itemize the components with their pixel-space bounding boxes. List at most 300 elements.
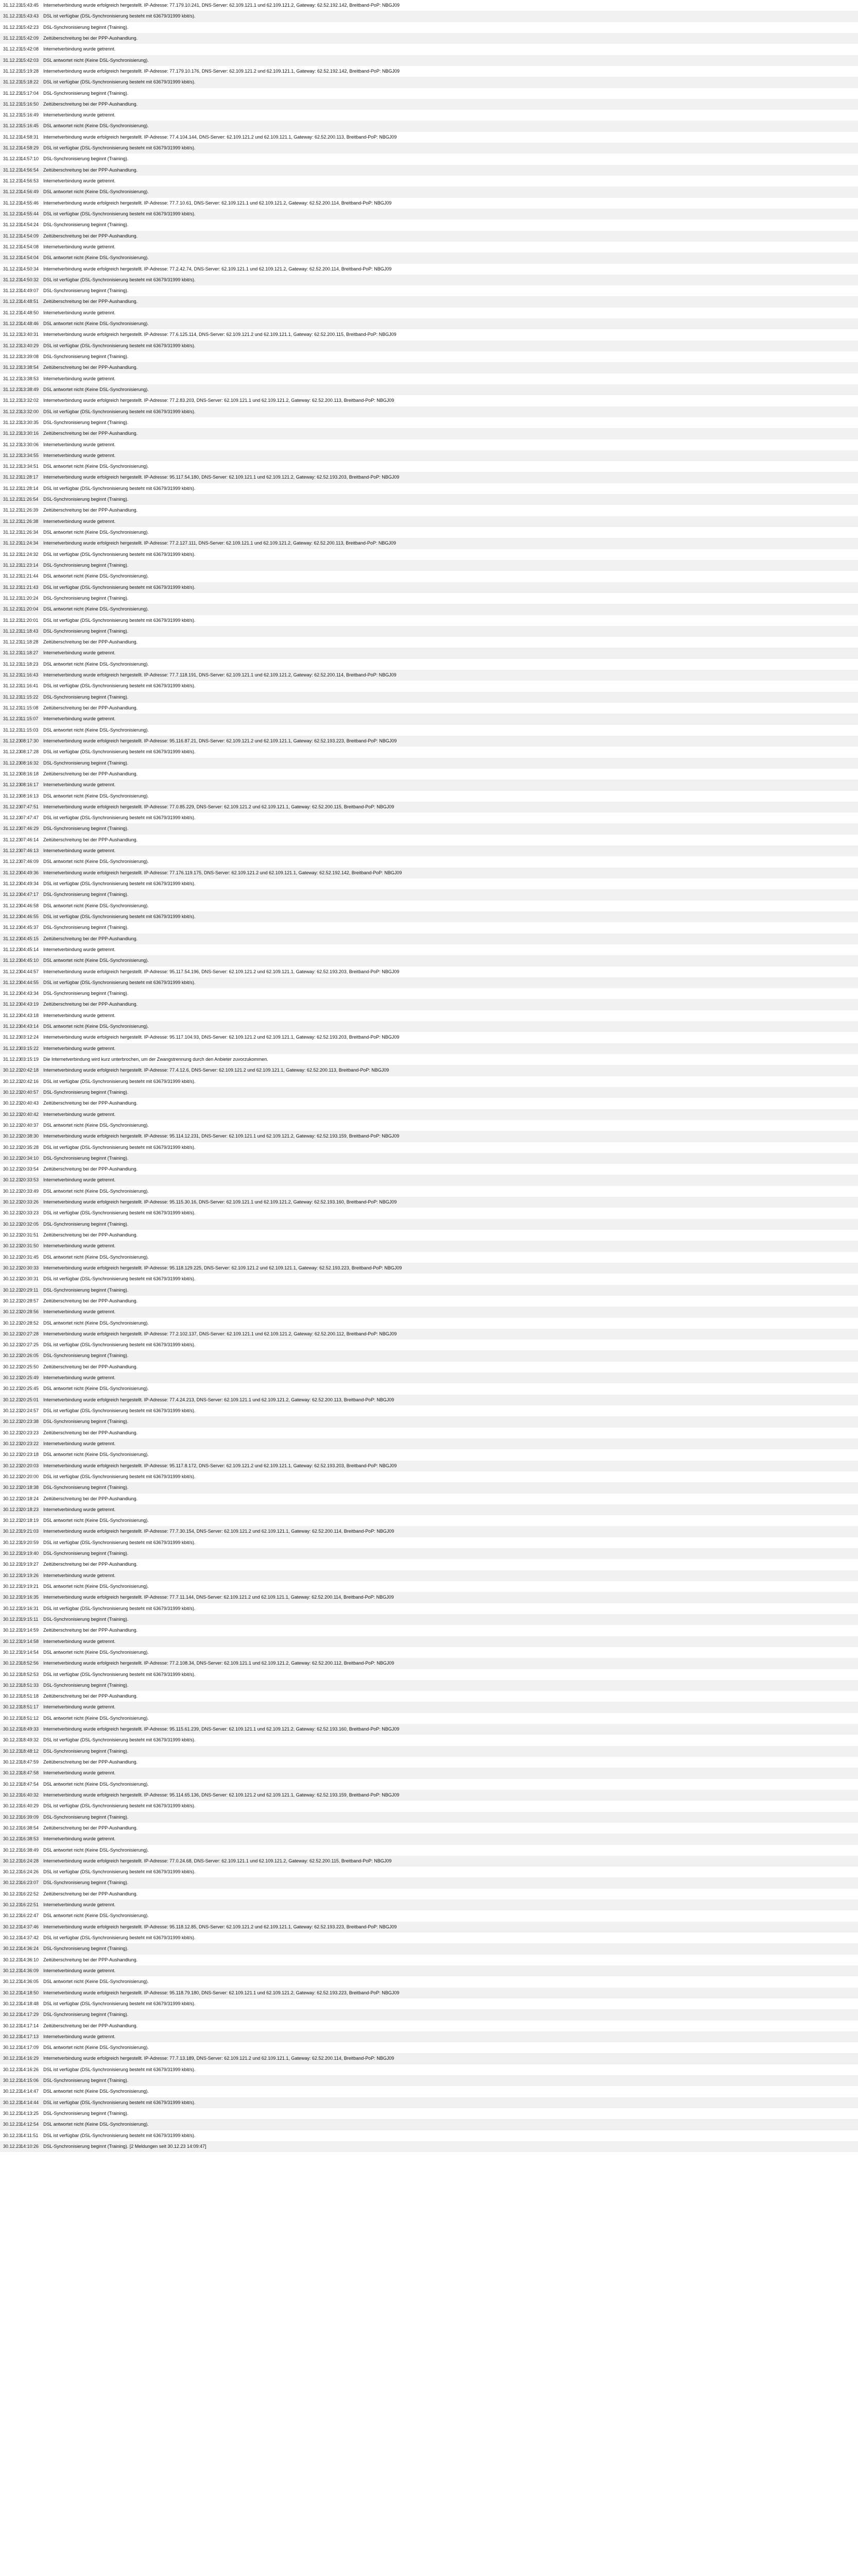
log-message: Internetverbindung wurde erfolgreich hergestellt. IP-Adresse: 77.2.127.111, DNS-Server: 62.109.121.1 und 62.109.121.2, Gateway: 62.52.200.113, Breitband-PoP: NBGJ09 [43,540,396,546]
log-date: 30.12.23 [3,1616,22,1622]
log-date: 30.12.23 [3,2143,22,2149]
log-date: 31.12.23 [3,530,22,535]
log-time: 11:15:03 [21,727,39,733]
log-date: 31.12.23 [3,815,22,821]
log-message: DSL ist verfügbar (DSL-Synchronisierung besteht mit 63679/31999 kbit/s). [43,485,196,491]
log-message: DSL ist verfügbar (DSL-Synchronisierung besteht mit 63679/31999 kbit/s). [43,617,196,623]
log-time: 13:38:49 [21,386,39,392]
log-row [0,1943,858,1954]
log-message: DSL-Synchronisierung beginnt (Training). [43,892,129,897]
log-row [0,944,858,955]
log-row [0,1702,858,1713]
log-message: DSL ist verfügbar (DSL-Synchronisierung besteht mit 63679/31999 kbit/s). [43,1671,196,1677]
log-message: DSL ist verfügbar (DSL-Synchronisierung besteht mit 63679/31999 kbit/s). [43,1605,196,1611]
log-time: 19:14:58 [21,1638,39,1644]
log-date: 30.12.23 [3,1232,22,1238]
log-time: 19:21:03 [21,1529,39,1534]
log-time: 08:16:17 [21,782,39,788]
log-row [0,1735,858,1745]
log-message: DSL antwortet nicht (Keine DSL-Synchronisierung). [43,1386,149,1392]
log-message: DSL antwortet nicht (Keine DSL-Synchronisierung). [43,386,149,392]
log-time: 20:33:49 [21,1188,39,1194]
log-time: 20:20:03 [21,1463,39,1468]
log-row [0,967,858,977]
log-date: 30.12.23 [3,1628,22,1633]
log-message: DSL-Synchronisierung beginnt (Training). [43,760,129,766]
log-time: 19:14:54 [21,1649,39,1655]
log-date: 31.12.23 [3,584,22,590]
log-time: 20:18:38 [21,1485,39,1490]
log-message: DSL ist verfügbar (DSL-Synchronisierung besteht mit 63679/31999 kbit/s). [43,277,196,282]
log-date: 31.12.23 [3,178,22,183]
log-message: Internetverbindung wurde getrennt. [43,1177,116,1183]
log-message: DSL antwortet nicht (Keine DSL-Synchronisierung). [43,903,149,908]
log-time: 19:16:35 [21,1595,39,1600]
log-time: 20:29:11 [21,1287,39,1293]
log-row [0,1998,858,2009]
log-date: 31.12.23 [3,365,22,370]
log-date: 31.12.23 [3,255,22,261]
log-time: 20:27:28 [21,1331,39,1336]
log-time: 04:43:19 [21,1002,39,1007]
log-date: 31.12.23 [3,562,22,568]
log-time: 13:30:06 [21,442,39,447]
log-date: 31.12.23 [3,310,22,315]
log-row [0,395,858,406]
log-time: 14:54:08 [21,244,39,249]
log-time: 13:32:00 [21,409,39,414]
log-date: 31.12.23 [3,540,22,546]
log-time: 16:40:32 [21,1792,39,1798]
log-time: 15:17:04 [21,90,39,96]
log-time: 19:19:21 [21,1584,39,1589]
log-date: 30.12.23 [3,1254,22,1260]
log-row [0,1296,858,1307]
log-message: Internetverbindung wurde getrennt. [43,1045,116,1051]
log-row [0,835,858,845]
log-message: Internetverbindung wurde getrennt. [43,1111,116,1117]
log-message: Internetverbindung wurde erfolgreich hergestellt. IP-Adresse: 77.6.125.114, DNS-Server: 62.109.121.2 und 62.109.121.1, Gateway: 62.52.200.115, Breitband-PoP: NBGJ09 [43,332,397,337]
log-time: 11:18:27 [21,650,39,656]
log-message: Zeitüberschreitung bei der PPP-Aushandlung. [43,431,138,436]
log-row [0,999,858,1010]
log-row [0,769,858,779]
log-row [0,296,858,307]
log-row [0,439,858,450]
log-row [0,1032,858,1043]
log-date: 31.12.23 [3,497,22,502]
log-time: 15:16:50 [21,101,39,107]
log-row [0,1976,858,1987]
log-message: DSL-Synchronisierung beginnt (Training). [43,562,129,568]
log-time: 11:26:54 [21,497,39,502]
log-time: 15:43:43 [21,13,39,19]
log-row [0,1559,858,1570]
log-message: Zeitüberschreitung bei der PPP-Aushandlung. [43,1364,138,1369]
log-time: 14:57:10 [21,156,39,162]
log-time: 20:25:01 [21,1397,39,1402]
log-message: Internetverbindung wurde getrennt. [43,310,116,315]
log-date: 31.12.23 [3,650,22,656]
log-row [0,1318,858,1329]
log-date: 31.12.23 [3,551,22,557]
log-row [0,1570,858,1581]
log-message: Internetverbindung wurde erfolgreich hergestellt. IP-Adresse: 95.118.79.180, DNS-Server: 62.109.121.1 und 62.109.121.2, Gateway: 62.52.193.223, Breitband-PoP: NBGJ09 [43,1990,400,1995]
log-time: 20:24:57 [21,1408,39,1413]
log-time: 19:19:40 [21,1551,39,1556]
log-message: Zeitüberschreitung bei der PPP-Aushandlung. [43,1496,138,1501]
log-row [0,1109,858,1120]
log-row [0,1537,858,1548]
log-date: 31.12.23 [3,925,22,930]
log-time: 20:42:18 [21,1067,39,1073]
log-time: 19:15:11 [21,1616,39,1622]
log-time: 07:46:29 [21,826,39,832]
log-date: 30.12.23 [3,1506,22,1512]
log-message: Internetverbindung wurde erfolgreich hergestellt. IP-Adresse: 77.176.119.175, DNS-Server: 62.109.121.2 und 62.109.121.1, Gateway: 62.52.192.142, Breitband-PoP: NBGJ09 [43,870,402,875]
log-date: 30.12.23 [3,2012,22,2018]
log-time: 14:56:54 [21,167,39,173]
log-message: DSL antwortet nicht (Keine DSL-Synchronisierung). [43,57,149,63]
log-row [0,560,858,571]
log-date: 31.12.23 [3,112,22,118]
log-date: 30.12.23 [3,1309,22,1315]
log-message: Internetverbindung wurde erfolgreich hergestellt. IP-Adresse: 77.2.83.203, DNS-Server: 62.109.121.1 und 62.109.121.2, Gateway: 62.52.200.113, Breitband-PoP: NBGJ09 [43,398,394,403]
log-date: 31.12.23 [3,452,22,458]
log-date: 31.12.23 [3,969,22,974]
log-date: 30.12.23 [3,1078,22,1084]
log-time: 20:28:57 [21,1298,39,1303]
log-message: Internetverbindung wurde getrennt. [43,1770,116,1776]
log-message: DSL ist verfügbar (DSL-Synchronisierung besteht mit 63679/31999 kbit/s). [43,1539,196,1545]
log-row [0,1922,858,1933]
log-message: DSL ist verfügbar (DSL-Synchronisierung besteht mit 63679/31999 kbit/s). [43,79,196,85]
log-date: 30.12.23 [3,1737,22,1743]
log-message: Zeitüberschreitung bei der PPP-Aushandlung. [43,936,138,941]
log-message: DSL-Synchronisierung beginnt (Training). [43,2012,129,2018]
log-time: 13:40:31 [21,332,39,337]
log-time: 14:12:54 [21,2122,39,2127]
log-message: Zeitüberschreitung bei der PPP-Aushandlung. [43,1002,138,1007]
log-date: 30.12.23 [3,1858,22,1863]
log-date: 31.12.23 [3,156,22,162]
log-row [0,1581,858,1592]
log-row [0,11,858,22]
log-time: 18:51:17 [21,1704,39,1710]
log-date: 30.12.23 [3,2045,22,2050]
log-time: 20:28:52 [21,1320,39,1326]
log-message: Internetverbindung wurde getrennt. [43,376,116,381]
log-message: Internetverbindung wurde getrennt. [43,1836,116,1842]
log-time: 15:42:23 [21,24,39,30]
log-row [0,1175,858,1185]
log-time: 13:34:55 [21,452,39,458]
log-row [0,472,858,483]
log-date: 31.12.23 [3,639,22,645]
log-row [0,329,858,340]
log-date: 31.12.23 [3,167,22,173]
log-row [0,1614,858,1625]
log-message: DSL antwortet nicht (Keine DSL-Synchronisierung). [43,606,149,612]
log-date: 30.12.23 [3,1902,22,1908]
log-date: 30.12.23 [3,1529,22,1534]
log-row [0,791,858,802]
log-message: Zeitüberschreitung bei der PPP-Aushandlung. [43,233,138,239]
log-time: 11:26:38 [21,518,39,524]
log-message: DSL ist verfügbar (DSL-Synchronisierung besteht mit 63679/31999 kbit/s). [43,913,196,919]
log-time: 14:50:34 [21,266,39,272]
log-row [0,1768,858,1778]
log-message: Internetverbindung wurde getrennt. [43,946,116,952]
log-message: Internetverbindung wurde erfolgreich hergestellt. IP-Adresse: 77.0.24.68, DNS-Server: 62.109.121.1 und 62.109.121.2, Gateway: 62.52.200.115, Breitband-PoP: NBGJ09 [43,1858,392,1863]
log-time: 14:11:51 [21,2132,39,2138]
log-message: DSL antwortet nicht (Keine DSL-Synchronisierung). [43,2089,149,2094]
log-date: 31.12.23 [3,826,22,832]
log-time: 16:22:47 [21,1913,39,1919]
log-message: DSL antwortet nicht (Keine DSL-Synchronisierung). [43,1452,149,1458]
log-date: 30.12.23 [3,1067,22,1073]
log-row [0,1933,858,1943]
log-time: 16:24:26 [21,1869,39,1875]
log-message: Zeitüberschreitung bei der PPP-Aushandlung. [43,1298,138,1303]
log-date: 30.12.23 [3,1496,22,1501]
log-row [0,209,858,219]
log-date: 30.12.23 [3,2089,22,2094]
log-message: Zeitüberschreitung bei der PPP-Aushandlung. [43,1693,138,1699]
log-date: 30.12.23 [3,1452,22,1458]
log-row [0,505,858,516]
log-date: 30.12.23 [3,1748,22,1754]
log-date: 31.12.23 [3,68,22,74]
log-time: 07:46:09 [21,859,39,865]
log-message: Internetverbindung wurde getrennt. [43,112,116,118]
log-date: 31.12.23 [3,1002,22,1007]
log-date: 30.12.23 [3,1089,22,1095]
log-date: 31.12.23 [3,683,22,689]
log-time: 16:22:51 [21,1902,39,1908]
log-time: 19:20:59 [21,1539,39,1545]
log-time: 20:28:56 [21,1309,39,1315]
log-time: 14:17:09 [21,2045,39,2050]
log-date: 30.12.23 [3,1485,22,1490]
log-message: DSL-Synchronisierung beginnt (Training). [43,694,129,700]
log-date: 30.12.23 [3,1825,22,1831]
log-date: 31.12.23 [3,705,22,710]
log-time: 20:25:50 [21,1364,39,1369]
log-time: 08:16:13 [21,793,39,799]
log-date: 31.12.23 [3,419,22,425]
log-message: DSL ist verfügbar (DSL-Synchronisierung besteht mit 63679/31999 kbit/s). [43,749,196,755]
log-time: 15:42:03 [21,57,39,63]
log-time: 14:17:14 [21,2023,39,2028]
log-time: 04:45:37 [21,925,39,930]
log-time: 16:22:52 [21,1891,39,1896]
log-message: DSL antwortet nicht (Keine DSL-Synchronisierung). [43,464,149,469]
log-row [0,604,858,615]
log-message: Internetverbindung wurde erfolgreich hergestellt. IP-Adresse: 95.115.30.16, DNS-Server: 62.109.121.1 und 62.109.121.2, Gateway: 62.52.193.160, Breitband-PoP: NBGJ09 [43,1199,397,1205]
log-message: DSL antwortet nicht (Keine DSL-Synchronisierung). [43,189,149,195]
log-row [0,1812,858,1823]
log-time: 20:32:05 [21,1221,39,1227]
log-row [0,615,858,626]
log-row [0,1548,858,1559]
log-message: Internetverbindung wurde erfolgreich hergestellt. IP-Adresse: 95.117.104.93, DNS-Server: 62.109.121.2 und 62.109.121.1, Gateway: 62.52.193.203, Breitband-PoP: NBGJ09 [43,1035,400,1040]
log-message: DSL ist verfügbar (DSL-Synchronisierung besteht mit 63679/31999 kbit/s). [43,1078,196,1084]
log-row [0,516,858,527]
log-date: 30.12.23 [3,1100,22,1106]
log-date: 31.12.23 [3,3,22,8]
log-row [0,2097,858,2108]
log-row [0,2009,858,2020]
log-message: Internetverbindung wurde getrennt. [43,1440,116,1446]
log-message: DSL antwortet nicht (Keine DSL-Synchronisierung). [43,123,149,129]
log-time: 20:33:53 [21,1177,39,1183]
log-time: 04:45:10 [21,958,39,963]
log-row [0,110,858,121]
log-date: 31.12.23 [3,343,22,348]
log-message: DSL antwortet nicht (Keine DSL-Synchronisierung). [43,2045,149,2050]
log-time: 04:45:15 [21,936,39,941]
log-date: 31.12.23 [3,244,22,249]
log-time: 14:18:50 [21,1990,39,1995]
log-message: Internetverbindung wurde erfolgreich hergestellt. IP-Adresse: 95.117.54.196, DNS-Server: 62.109.121.2 und 62.109.121.1, Gateway: 62.52.193.203, Breitband-PoP: NBGJ09 [43,969,400,974]
log-row [0,637,858,648]
log-date: 31.12.23 [3,485,22,491]
log-date: 31.12.23 [3,661,22,667]
log-row [0,901,858,911]
log-time: 15:16:49 [21,112,39,118]
log-row [0,99,858,110]
log-time: 14:50:32 [21,277,39,282]
log-date: 30.12.23 [3,1440,22,1446]
log-message: DSL-Synchronisierung beginnt (Training). [43,1221,129,1227]
log-date: 30.12.23 [3,1188,22,1194]
log-row [0,703,858,714]
log-date: 30.12.23 [3,1726,22,1732]
log-row [0,1362,858,1372]
log-message: DSL antwortet nicht (Keine DSL-Synchronisierung). [43,958,149,963]
log-date: 30.12.23 [3,1979,22,1985]
log-row [0,1592,858,1603]
log-message: DSL antwortet nicht (Keine DSL-Synchronisierung). [43,859,149,865]
log-time: 14:36:09 [21,1968,39,1973]
log-row [0,1329,858,1340]
log-time: 14:36:10 [21,1957,39,1962]
log-date: 30.12.23 [3,1419,22,1425]
log-row [0,308,858,318]
log-date: 31.12.23 [3,870,22,875]
log-row [0,2021,858,2031]
log-row [0,187,858,197]
log-date: 31.12.23 [3,474,22,480]
log-date: 31.12.23 [3,903,22,908]
log-message: DSL antwortet nicht (Keine DSL-Synchronisierung). [43,1024,149,1029]
log-message: DSL ist verfügbar (DSL-Synchronisierung besteht mit 63679/31999 kbit/s). [43,145,196,151]
log-date: 30.12.23 [3,2099,22,2105]
log-row [0,1164,858,1175]
log-time: 15:42:09 [21,35,39,41]
log-date: 31.12.23 [3,1035,22,1040]
log-message: Zeitüberschreitung bei der PPP-Aushandlung. [43,167,138,173]
log-row [0,2064,858,2075]
log-date: 30.12.23 [3,1375,22,1381]
log-row [0,571,858,582]
log-row [0,0,858,11]
log-date: 30.12.23 [3,2122,22,2127]
log-time: 04:46:58 [21,903,39,908]
log-row [0,714,858,724]
log-row [0,121,858,131]
log-time: 04:49:34 [21,881,39,886]
log-date: 31.12.23 [3,332,22,337]
log-date: 31.12.23 [3,518,22,524]
log-message: DSL antwortet nicht (Keine DSL-Synchronisierung). [43,727,149,733]
log-time: 11:24:34 [21,540,39,546]
log-time: 11:26:34 [21,530,39,535]
log-date: 31.12.23 [3,398,22,403]
log-row [0,1395,858,1405]
log-date: 31.12.23 [3,771,22,776]
log-time: 11:23:14 [21,562,39,568]
log-time: 04:44:55 [21,979,39,985]
log-message: Internetverbindung wurde erfolgreich hergestellt. IP-Adresse: 77.4.12.6, DNS-Server: 62.109.121.2 und 62.109.121.1, Gateway: 62.52.200.113, Breitband-PoP: NBGJ09 [43,1067,389,1073]
log-time: 20:23:22 [21,1440,39,1446]
log-time: 16:40:29 [21,1803,39,1809]
log-date: 30.12.23 [3,1572,22,1578]
log-row [0,1779,858,1790]
log-date: 30.12.23 [3,2078,22,2083]
log-row [0,1274,858,1284]
log-time: 18:51:33 [21,1682,39,1688]
log-message: Zeitüberschreitung bei der PPP-Aushandlung. [43,1628,138,1633]
log-date: 31.12.23 [3,628,22,634]
log-message: Internetverbindung wurde getrennt. [43,1704,116,1710]
log-message: DSL antwortet nicht (Keine DSL-Synchronisierung). [43,255,149,261]
log-time: 11:20:01 [21,617,39,623]
log-time: 20:25:45 [21,1386,39,1392]
log-message: DSL antwortet nicht (Keine DSL-Synchronisierung). [43,1188,149,1194]
log-row [0,1010,858,1021]
log-message: Internetverbindung wurde erfolgreich hergestellt. IP-Adresse: 95.115.61.239, DNS-Server: 62.109.121.1 und 62.109.121.2, Gateway: 62.52.193.160, Breitband-PoP: NBGJ09 [43,1726,400,1732]
log-row [0,132,858,143]
log-row [0,2130,858,2141]
log-time: 18:52:53 [21,1671,39,1677]
log-date: 30.12.23 [3,1957,22,1962]
log-date: 30.12.23 [3,2023,22,2028]
log-time: 14:49:07 [21,288,39,294]
log-message: DSL ist verfügbar (DSL-Synchronisierung besteht mit 63679/31999 kbit/s). [43,343,196,348]
log-message: DSL antwortet nicht (Keine DSL-Synchronisierung). [43,1715,149,1721]
log-date: 30.12.23 [3,1946,22,1952]
log-date: 30.12.23 [3,1562,22,1567]
log-message: DSL-Synchronisierung beginnt (Training). [43,354,129,359]
log-date: 31.12.23 [3,991,22,996]
log-time: 07:47:47 [21,815,39,821]
log-message: DSL ist verfügbar (DSL-Synchronisierung besteht mit 63679/31999 kbit/s). [43,1210,196,1216]
log-row [0,2119,858,2130]
log-time: 15:18:22 [21,79,39,85]
log-message: DSL ist verfügbar (DSL-Synchronisierung besteht mit 63679/31999 kbit/s). [43,815,196,821]
log-row [0,1131,858,1142]
log-row [0,1438,858,1449]
log-date: 30.12.23 [3,1221,22,1227]
log-row [0,1076,858,1087]
log-time: 18:49:33 [21,1726,39,1732]
log-message: DSL ist verfügbar (DSL-Synchronisierung besteht mit 63679/31999 kbit/s). [43,551,196,557]
log-date: 30.12.23 [3,1473,22,1479]
log-time: 08:17:28 [21,749,39,755]
log-time: 14:16:26 [21,2066,39,2072]
